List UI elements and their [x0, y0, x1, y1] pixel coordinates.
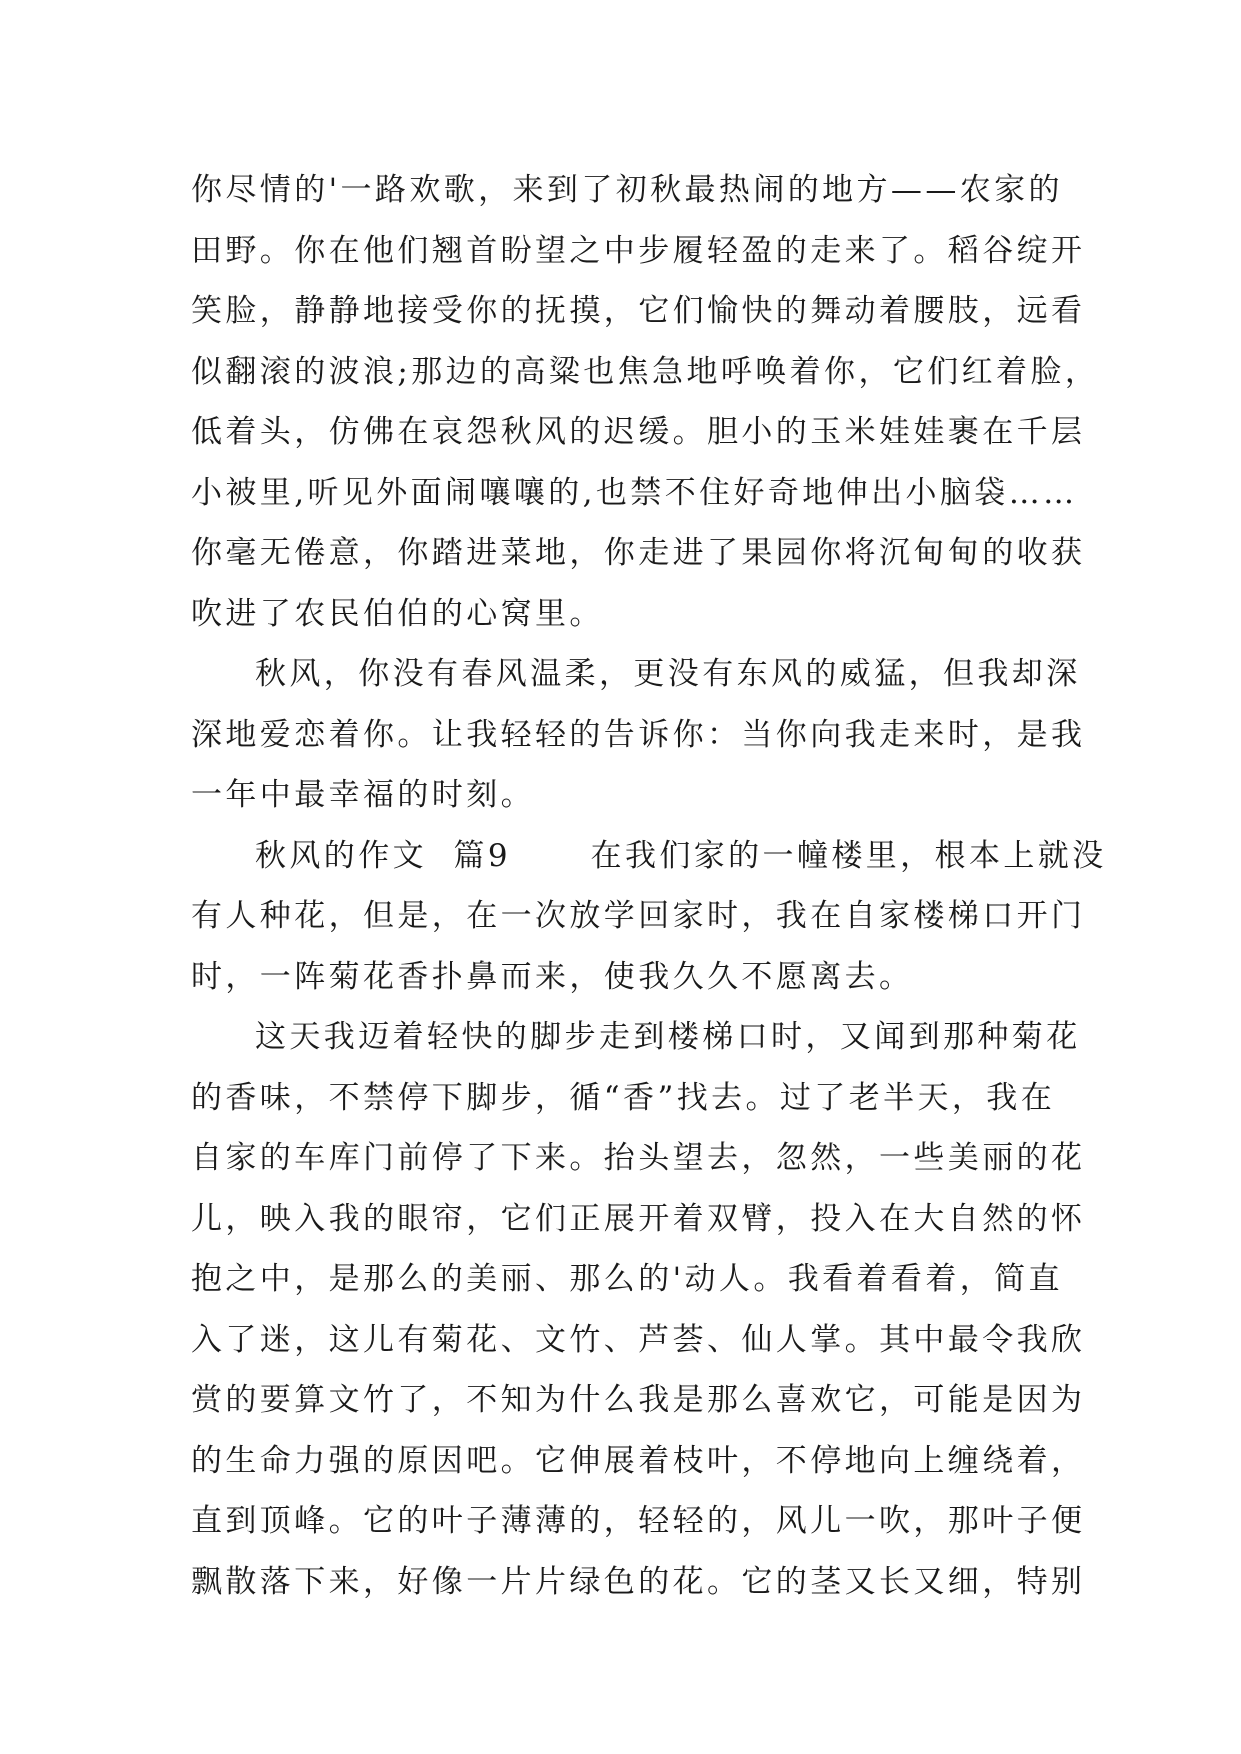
text-line: 似翻滚的波浪;那边的高粱也焦急地呼唤着你，它们红着脸，	[191, 353, 1100, 390]
text-line: 你尽情的'一路欢歌，来到了初秋最热闹的地方——农家的	[191, 172, 1063, 208]
text-line: 低着头，仿佛在哀怨秋风的迟缓。胆小的玉米娃娃裹在千层	[191, 414, 1086, 450]
text-line: 你毫无倦意，你踏进菜地，你走进了果园你将沉甸甸的收获	[191, 535, 1086, 571]
text-line: 深地爱恋着你。让我轻轻的告诉你：当你向我走来时，是我	[191, 716, 1086, 753]
paragraph-start-line: 这天我迈着轻快的脚步走到楼梯口时，又闻到那种菊花	[255, 1019, 1081, 1055]
text-line: 小被里,听见外面闹嚷嚷的,也禁不住好奇地伸出小脑袋……	[191, 474, 1078, 511]
text-line: 的香味，不禁停下脚步，循“香”找去。过了老半天，我在	[191, 1079, 1056, 1116]
text-line: 自家的车库门前停了下来。抬头望去，忽然，一些美丽的花	[191, 1140, 1086, 1176]
text-line: 抱之中，是那么的美丽、那么的'动人。我看着看着，简直	[191, 1261, 1063, 1297]
text-line: 飘散落下来，好像一片片绿色的花。它的茎又长又细，特别	[191, 1563, 1086, 1600]
paragraph-start-line: 秋风，你没有春风温柔，更没有东风的威猛，但我却深	[255, 656, 1081, 692]
section-heading-line: 秋风的作文 篇9 在我们家的一幢楼里，根本上就没	[255, 837, 1107, 874]
text-line: 有人种花，但是，在一次放学回家时，我在自家楼梯口开门	[191, 898, 1086, 934]
text-line: 赏的要算文竹了，不知为什么我是那么喜欢它，可能是因为	[191, 1382, 1086, 1418]
text-line: 直到顶峰。它的叶子薄薄的，轻轻的，风儿一吹，那叶子便	[191, 1503, 1086, 1539]
text-line: 吹进了农民伯伯的心窝里。	[191, 595, 604, 632]
text-line: 田野。你在他们翘首盼望之中步履轻盈的走来了。稻谷绽开	[191, 232, 1086, 269]
text-line: 儿，映入我的眼帘，它们正展开着双臂，投入在大自然的怀	[191, 1200, 1086, 1237]
text-line: 笑脸，静静地接受你的抚摸，它们愉快的舞动着腰肢，远看	[191, 293, 1086, 329]
text-line: 一年中最幸福的时刻。	[191, 777, 535, 813]
body-text	[191, 160, 1107, 1612]
text-line: 入了迷，这儿有菊花、文竹、芦荟、仙人掌。其中最令我欣	[191, 1321, 1086, 1358]
text-line: 时，一阵菊花香扑鼻而来，使我久久不愿离去。	[191, 958, 914, 995]
text-line: 的生命力强的原因吧。它伸展着枝叶，不停地向上缠绕着，	[191, 1442, 1086, 1479]
